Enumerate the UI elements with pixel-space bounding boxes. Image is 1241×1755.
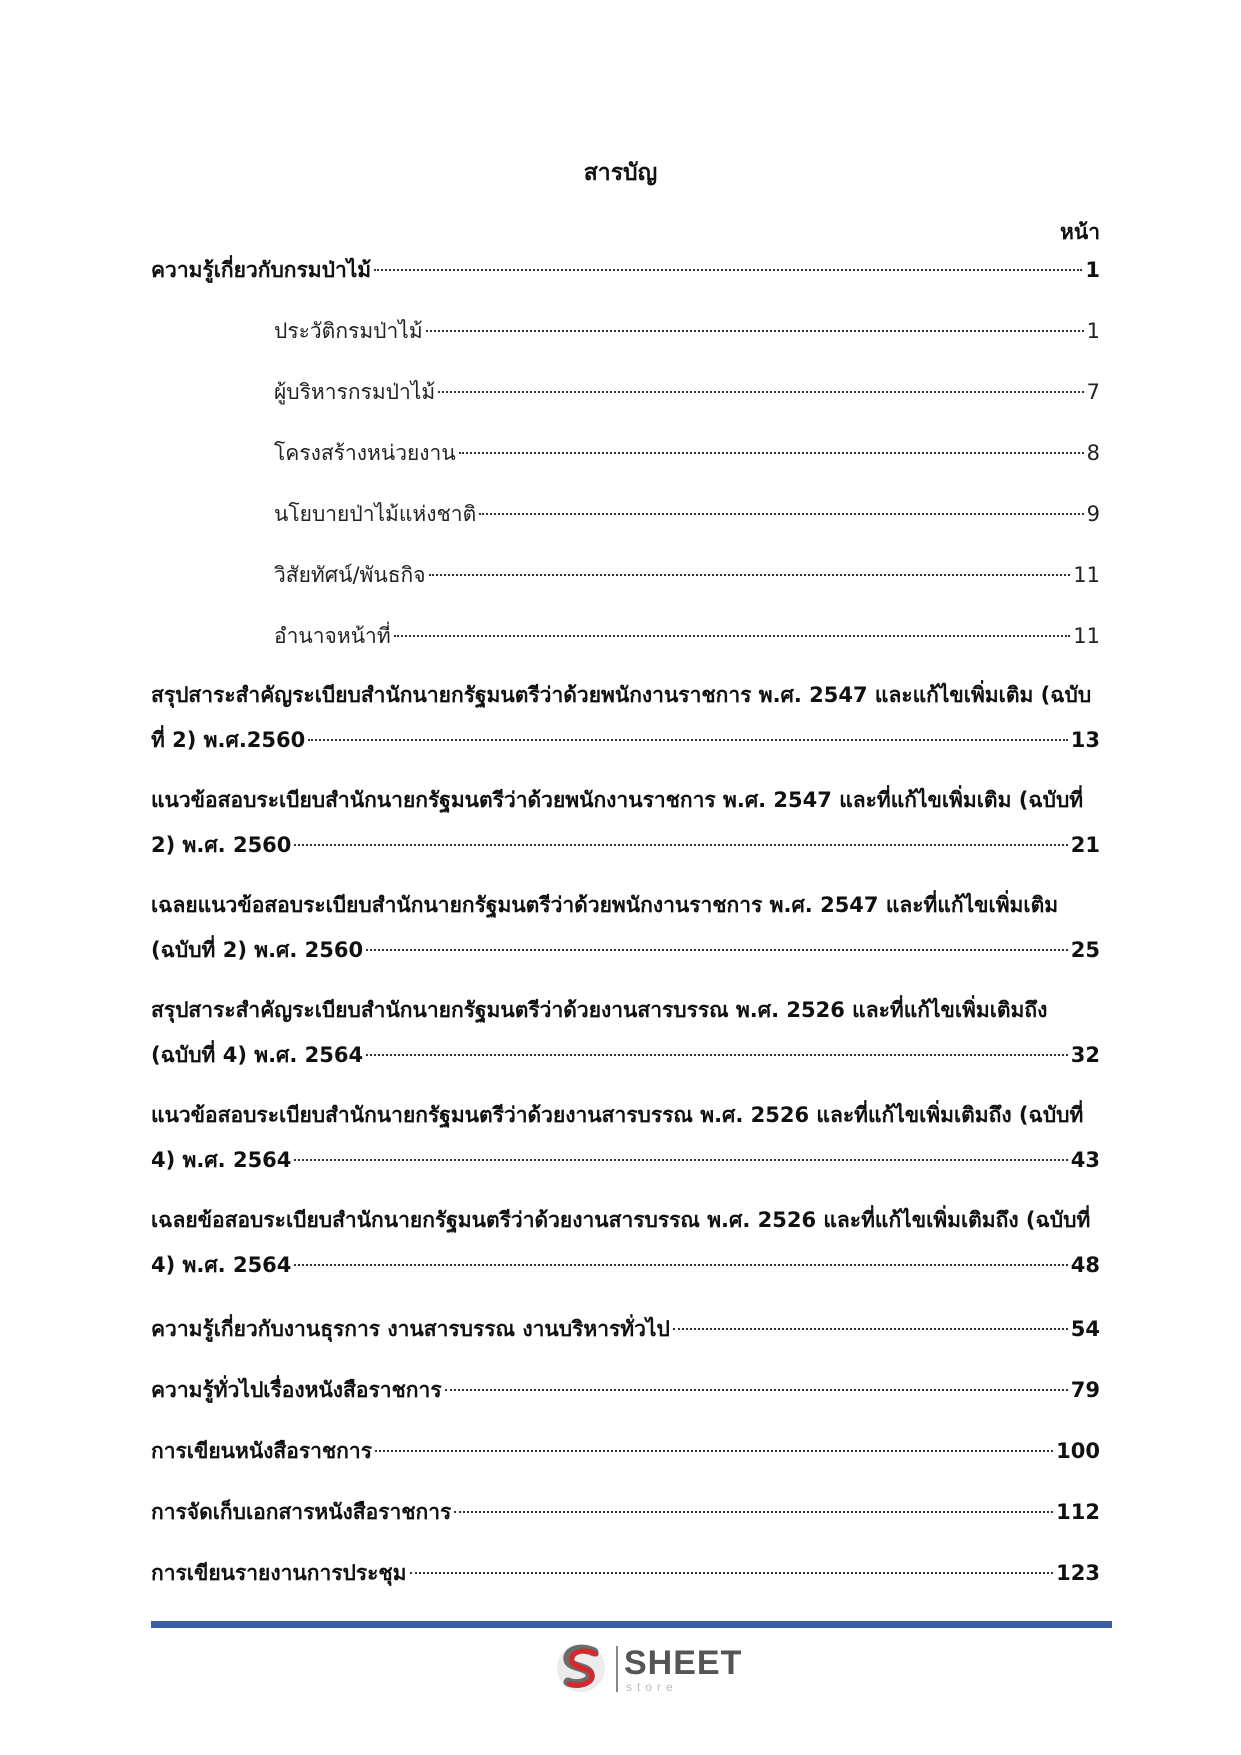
toc-entry[interactable]: [151, 1368, 1100, 1413]
dot-leader: [426, 330, 1084, 332]
toc-entry[interactable]: [151, 1551, 1100, 1596]
toc-page-number: 11: [1073, 624, 1100, 648]
toc-entry-title-line: สรุปสาระสำคัญระเบียบสำนักนายกรัฐมนตรีว่าด้วยพนักงานราชการ พ.ศ. 2547 และแก้ไขเพิ่มเติม (ฉบับ: [151, 683, 1092, 707]
dot-leader: [366, 1054, 1068, 1056]
toc-page-number: 11: [1073, 563, 1100, 587]
toc-entry[interactable]: [151, 248, 1100, 293]
toc-page-number: 21: [1070, 833, 1100, 857]
toc-page-number: 123: [1056, 1561, 1100, 1585]
toc-entry-title: โครงสร้างหน่วยงาน: [274, 441, 456, 465]
dot-leader: [410, 1572, 1054, 1574]
toc-subentry[interactable]: [274, 431, 1100, 476]
toc-entry-title: 4) พ.ศ. 2564: [151, 1148, 292, 1172]
toc-entry[interactable]: [151, 778, 1100, 868]
toc-entry[interactable]: [151, 988, 1100, 1078]
toc-entry-title-line: แนวข้อสอบระเบียบสำนักนายกรัฐมนตรีว่าด้วยงานสารบรรณ พ.ศ. 2526 และที่แก้ไขเพิ่มเติมถึง (ฉบับที่: [151, 1103, 1084, 1127]
dot-leader: [375, 1450, 1053, 1452]
toc-entry[interactable]: [151, 883, 1100, 973]
sheet-store-logo: [554, 1640, 743, 1696]
dot-leader: [454, 1511, 1053, 1513]
toc-subentry[interactable]: [274, 370, 1100, 415]
toc-entry-title: ผู้บริหารกรมป่าไม้: [274, 380, 436, 404]
toc-entry-title: นโยบายป่าไม้แห่งชาติ: [274, 502, 477, 526]
toc-entry-title: (ฉบับที่ 2) พ.ศ. 2560: [151, 938, 364, 962]
toc-entry-title: การจัดเก็บเอกสารหนังสือราชการ: [151, 1500, 452, 1524]
dot-leader: [445, 1389, 1068, 1391]
toc-entry-title: 2) พ.ศ. 2560: [151, 833, 292, 857]
toc-page-number: 9: [1086, 502, 1100, 526]
toc-page-number: 112: [1056, 1500, 1100, 1524]
toc-entry[interactable]: [151, 1093, 1100, 1183]
toc-page-number: 54: [1070, 1317, 1100, 1341]
sheet-logo-icon: [554, 1640, 612, 1696]
footer-rule: [151, 1621, 1112, 1628]
toc-entry-title: 4) พ.ศ. 2564: [151, 1253, 292, 1277]
dot-leader: [308, 739, 1068, 741]
dot-leader: [294, 1159, 1067, 1161]
dot-leader: [294, 1264, 1067, 1266]
toc-entry-title: ที่ 2) พ.ศ.2560: [151, 728, 306, 752]
toc-entry[interactable]: [151, 1198, 1100, 1288]
dot-leader: [374, 269, 1082, 271]
toc-page-number: 25: [1070, 938, 1100, 962]
toc-page-number: 32: [1070, 1043, 1100, 1067]
dot-leader: [673, 1328, 1068, 1330]
toc-entry-title-line: เฉลยข้อสอบระเบียบสำนักนายกรัฐมนตรีว่าด้วยงานสารบรรณ พ.ศ. 2526 และที่แก้ไขเพิ่มเติมถึง (ฉบับที่: [151, 1208, 1091, 1232]
dot-leader: [394, 635, 1071, 637]
toc-page-number: 79: [1070, 1378, 1100, 1402]
toc-entry[interactable]: [151, 1307, 1100, 1352]
toc-subentry[interactable]: [274, 553, 1100, 598]
toc-subentry[interactable]: [274, 492, 1100, 537]
toc-page-number: 43: [1070, 1148, 1100, 1172]
page-title: สารบัญ: [583, 160, 658, 186]
toc-entry-title: ประวัติกรมป่าไม้: [274, 319, 423, 343]
toc-entry-title: ความรู้เกี่ยวกับกรมป่าไม้: [151, 258, 372, 282]
toc-entry[interactable]: [151, 1429, 1100, 1474]
toc-entry-title: (ฉบับที่ 4) พ.ศ. 2564: [151, 1043, 364, 1067]
toc-entry-title-line: เฉลยแนวข้อสอบระเบียบสำนักนายกรัฐมนตรีว่าด้วยพนักงานราชการ พ.ศ. 2547 และที่แก้ไขเพิ่มเติม: [151, 893, 1059, 917]
toc-page-number: 13: [1070, 728, 1100, 752]
toc-page-number: 1: [1086, 319, 1100, 343]
dot-leader: [438, 391, 1083, 393]
toc-page-number: 7: [1086, 380, 1100, 404]
toc-entry[interactable]: [151, 673, 1100, 763]
toc-page-number: 1: [1085, 258, 1100, 282]
dot-leader: [366, 949, 1068, 951]
toc-entry-title: ความรู้เกี่ยวกับงานธุรการ งานสารบรรณ งานบริหารทั่วไป: [151, 1317, 670, 1341]
logo-word: SHEET: [624, 1644, 743, 1682]
dot-leader: [294, 844, 1067, 846]
toc-subentry[interactable]: [274, 309, 1100, 354]
toc-entry-title: วิสัยทัศน์/พันธกิจ: [274, 563, 426, 587]
dot-leader: [459, 452, 1084, 454]
toc-entry-title: การเขียนหนังสือราชการ: [151, 1439, 372, 1463]
logo-divider: [616, 1646, 618, 1692]
toc-subentry[interactable]: [274, 614, 1100, 659]
toc-page-number: 48: [1070, 1253, 1100, 1277]
page-column-header: หน้า: [1060, 220, 1100, 244]
toc-entry[interactable]: [151, 1490, 1100, 1535]
toc-entry-title: ความรู้ทั่วไปเรื่องหนังสือราชการ: [151, 1378, 442, 1402]
dot-leader: [429, 574, 1071, 576]
toc-entry-title: อำนาจหน้าที่: [274, 624, 391, 648]
toc-entry-title: การเขียนรายงานการประชุม: [151, 1561, 407, 1585]
toc-entry-title-line: แนวข้อสอบระเบียบสำนักนายกรัฐมนตรีว่าด้วยพนักงานราชการ พ.ศ. 2547 และที่แก้ไขเพิ่มเติม (ฉบับที่: [151, 788, 1084, 812]
dot-leader: [479, 513, 1083, 515]
toc-page-number: 100: [1056, 1439, 1100, 1463]
logo-subtext: store: [626, 1680, 678, 1694]
toc-page-number: 8: [1086, 441, 1100, 465]
toc-entry-title-line: สรุปสาระสำคัญระเบียบสำนักนายกรัฐมนตรีว่าด้วยงานสารบรรณ พ.ศ. 2526 และที่แก้ไขเพิ่มเติมถึง: [151, 998, 1048, 1022]
